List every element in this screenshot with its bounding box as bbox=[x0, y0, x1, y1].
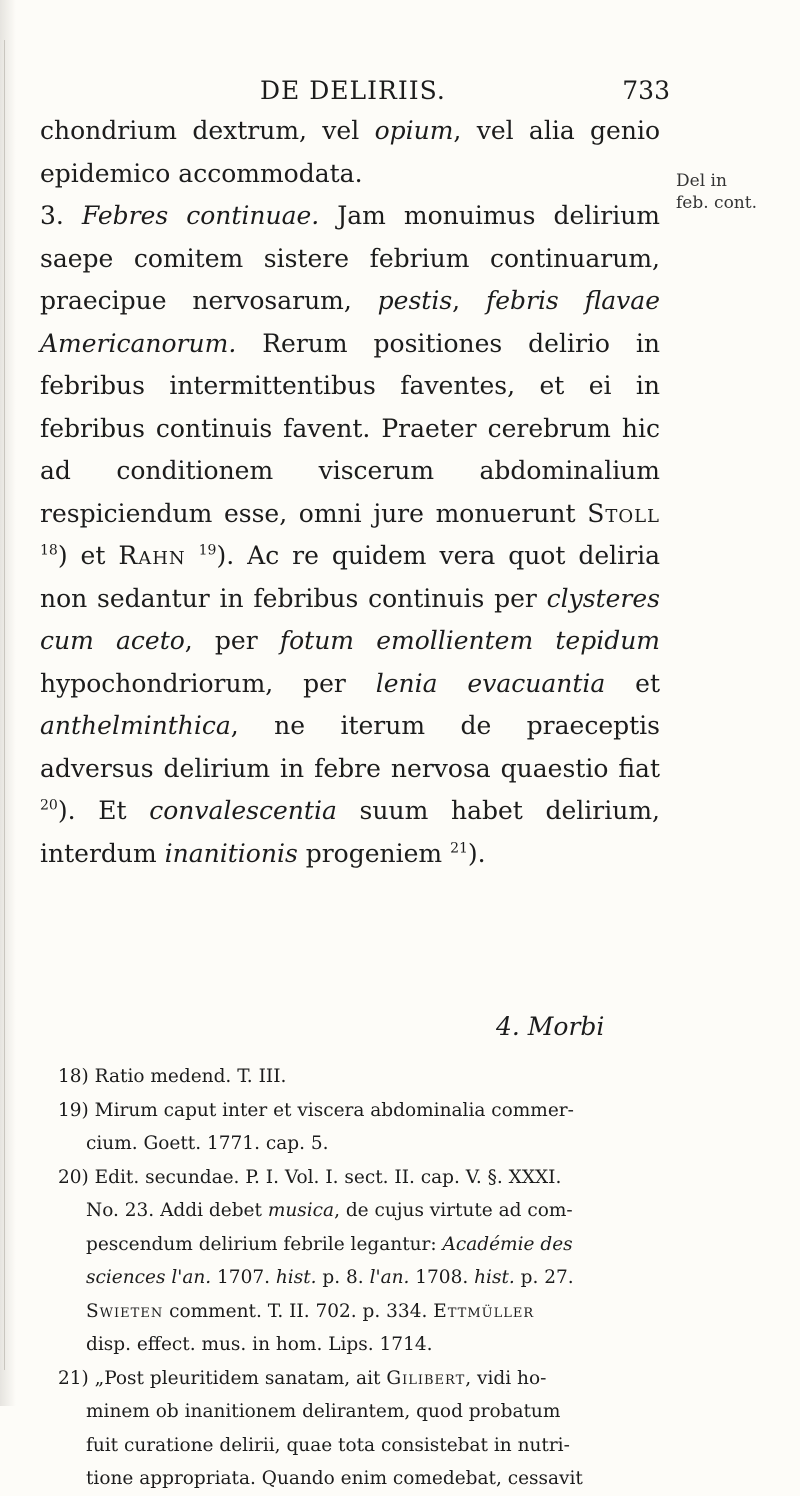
footnote-20-cont bbox=[58, 1261, 678, 1295]
footnote-20-cont bbox=[58, 1295, 678, 1329]
footnote-19: 19) Mirum caput inter et viscera abdominalia commer- bbox=[58, 1099, 574, 1121]
section-number: 3. bbox=[40, 201, 82, 230]
text-run: comment. T. II. 702. p. 334. bbox=[163, 1300, 434, 1322]
footnote-18: 18) Ratio medend. T. III. bbox=[58, 1066, 287, 1087]
footnote-19-cont: cium. Goett. 1771. cap. 5. bbox=[86, 1133, 329, 1154]
text-run: , vel alia genio epidemico accommodata. bbox=[40, 116, 661, 188]
margin-note-line-1: Del in bbox=[676, 171, 727, 191]
text-run-italic: anthelminthica bbox=[40, 711, 231, 740]
footnote-21 bbox=[58, 1362, 678, 1396]
footnotes bbox=[58, 1060, 678, 1496]
footnote-ref: 19 bbox=[198, 542, 217, 559]
footnote-21-cont: tione appropriata. Quando enim comedebat, cessavit bbox=[86, 1468, 583, 1489]
paragraph-febres-continuae bbox=[40, 195, 660, 875]
author-name: Stoll bbox=[587, 498, 660, 528]
text-run: ). bbox=[467, 838, 486, 868]
footnote-20-cont bbox=[58, 1228, 678, 1262]
text-run-italic: fotum emollientem tepidum bbox=[279, 626, 661, 655]
page-header bbox=[230, 76, 670, 110]
text-run: hypochondriorum, per bbox=[40, 668, 376, 698]
text-run: 1708. bbox=[409, 1267, 475, 1288]
text-run: Jam monuimus delirium saepe comitem sistere febrium continuarum, praecipue nervosarum, bbox=[40, 201, 660, 315]
running-head: DE DELIRIIS. bbox=[260, 76, 446, 105]
text-run-italic: opium bbox=[374, 116, 454, 145]
author-name: Ettmüller bbox=[433, 1300, 535, 1322]
text-run: suum habet delirium, interdum bbox=[40, 796, 660, 868]
text-run: p. 27. bbox=[514, 1267, 574, 1288]
text-run: , vidi ho- bbox=[465, 1367, 547, 1389]
footnote-21-cont: minem ob inanitionem delirantem, quod probatum bbox=[86, 1401, 561, 1422]
text-run: ). Ac re quidem vera quot deliria non sedantur in febribus continuis per bbox=[40, 541, 661, 613]
text-run: , bbox=[452, 286, 486, 315]
text-run: 1707. bbox=[211, 1267, 276, 1288]
text-run-italic: sciences l'an. bbox=[86, 1267, 212, 1288]
footnote-20-cont: disp. effect. mus. in hom. Lips. 1714. bbox=[86, 1334, 433, 1355]
text-run: , per bbox=[184, 626, 280, 655]
text-run-italic: hist. bbox=[275, 1267, 317, 1288]
text-run-italic: clysteres cum aceto bbox=[40, 583, 660, 655]
text-run: progeniem bbox=[297, 838, 451, 868]
text-run: 21) „Post pleuritidem sanatam, ait bbox=[58, 1367, 387, 1389]
footnote-20: 20) Edit. secundae. P. I. Vol. I. sect. II. cap. V. §. XXXI. bbox=[58, 1166, 562, 1188]
text-run: pescendum delirium febrile legantur: bbox=[86, 1233, 443, 1255]
text-run-italic: hist. bbox=[474, 1267, 515, 1288]
text-run: chondrium dextrum, vel bbox=[40, 116, 375, 145]
text-run: ). Et bbox=[57, 796, 150, 825]
paragraph-continued bbox=[40, 110, 660, 195]
text-run: , ne iterum de praeceptis adversus delirium in febre nervosa quaestio fiat bbox=[40, 711, 660, 783]
margin-note bbox=[676, 170, 796, 214]
text-run-italic: convalescentia bbox=[149, 796, 337, 825]
text-run-italic: musica bbox=[267, 1200, 335, 1221]
text-run-italic: lenia evacuantia bbox=[375, 668, 606, 698]
footnote-ref: 20 bbox=[40, 797, 58, 814]
text-run-italic: inanitionis bbox=[164, 838, 298, 868]
page-number: 733 bbox=[622, 76, 670, 105]
author-name: Gilibert bbox=[386, 1367, 466, 1389]
catchword: 4. Morbi bbox=[496, 1012, 605, 1041]
page-gutter-shadow bbox=[0, 0, 16, 1406]
text-run: p. 8. bbox=[316, 1267, 370, 1288]
main-text bbox=[40, 110, 660, 875]
text-run: Rerum positiones delirio in febribus intermittentibus faventes, et ei in febribus continuis favent. Praeter cerebrum hic ad conditionem viscerum abdominalium respiciendum esse, omni jure monuerunt bbox=[40, 328, 660, 528]
section-title: Febres continuae. bbox=[81, 201, 320, 230]
text-run-italic: pestis bbox=[377, 286, 453, 315]
text-run: No. 23. Addi debet bbox=[86, 1200, 268, 1221]
footnote-ref: 18 bbox=[40, 542, 58, 559]
text-run: et bbox=[605, 668, 660, 698]
text-run: ) et bbox=[57, 541, 119, 570]
author-name: Swieten bbox=[86, 1300, 164, 1322]
footnote-20-cont bbox=[58, 1194, 678, 1228]
margin-note-line-2: feb. cont. bbox=[676, 193, 757, 213]
text-run-italic: febris flavae Americanorum. bbox=[40, 286, 660, 358]
footnote-21-cont: fuit curatione delirii, quae tota consistebat in nutri- bbox=[86, 1434, 570, 1456]
text-run-italic: Académie des bbox=[442, 1233, 573, 1255]
text-run-italic: l'an. bbox=[369, 1267, 410, 1288]
footnote-ref: 21 bbox=[450, 840, 468, 857]
text-run: , de cujus virtute ad com- bbox=[334, 1200, 573, 1221]
author-name: Rahn bbox=[118, 541, 186, 570]
binding-line bbox=[4, 40, 5, 1370]
